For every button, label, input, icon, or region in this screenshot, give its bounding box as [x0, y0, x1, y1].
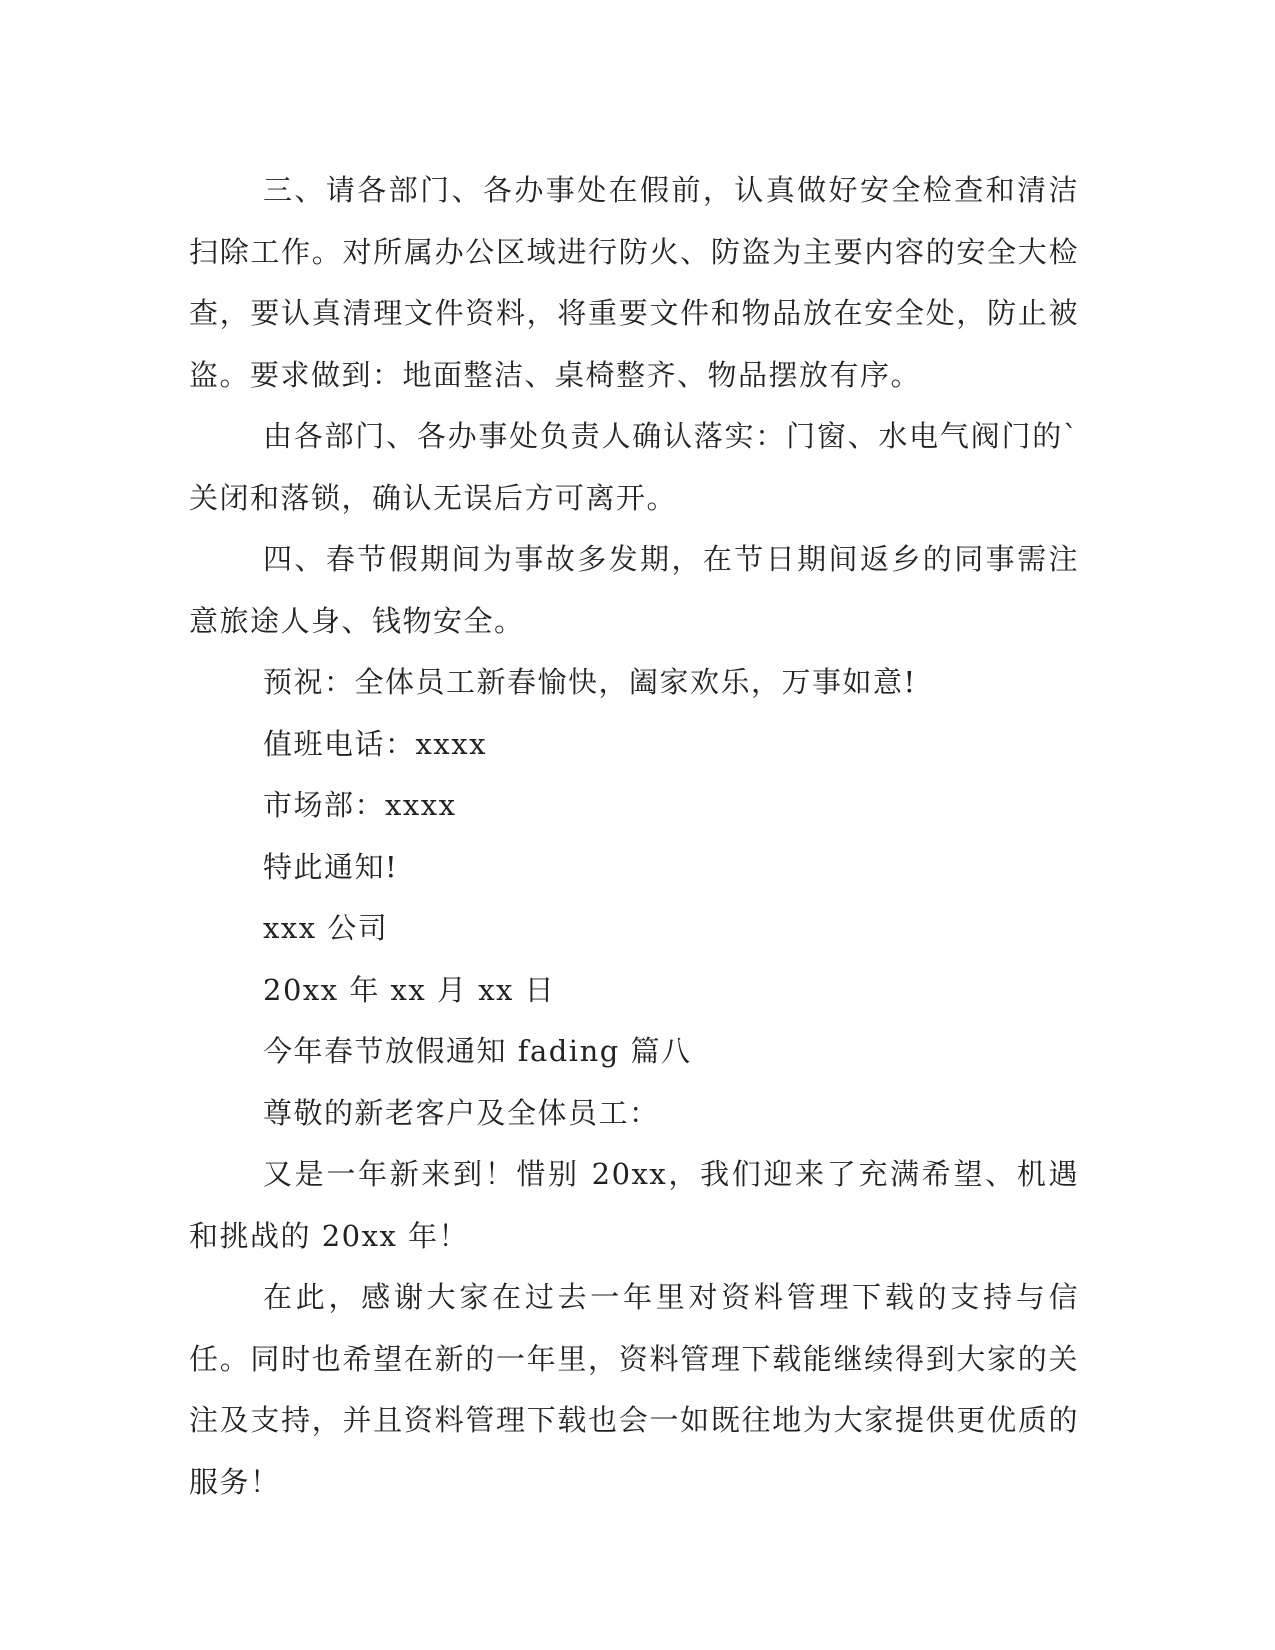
paragraph-thanks: 在此，感谢大家在过去一年里对资料管理下载的支持与信任。同时也希望在新的一年里，资料管理下载能继续得到大家的关注及支持，并且资料管理下载也会一如既往地为大家提供更优质的服务！ [189, 1280, 1079, 1499]
paragraph-lock-confirmation: 由各部门、各办事处负责人确认落实：门窗、水电气阀门的`关闭和落锁，确认无误后方可离开。 [189, 419, 1079, 515]
paragraph-notice-closing: 特此通知! [263, 849, 399, 884]
paragraph-duty-phone: 值班电话：xxxx [263, 726, 487, 761]
paragraph-company-name: xxx 公司 [263, 911, 389, 945]
paragraph-greeting: 预祝：全体员工新春愉快，阖家欢乐，万事如意! [263, 665, 917, 699]
document-body [189, 160, 1079, 1513]
section-title: 今年春节放假通知 fading 篇八 [263, 1034, 692, 1068]
paragraph-safety-check: 三、请各部门、各办事处在假前，认真做好安全检查和清洁扫除工作。对所属办公区域进行防火、防盗为主要内容的安全大检查，要认真清理文件资料，将重要文件和物品放在安全处，防止被盗。要求做到：地面整洁、桌椅整齐、物品摆放有序。 [189, 173, 1079, 392]
paragraph-travel-safety: 四、春节假期间为事故多发期，在节日期间返乡的同事需注意旅途人身、钱物安全。 [189, 542, 1079, 638]
paragraph-new-year: 又是一年新来到！惜别 20xx，我们迎来了充满希望、机遇和挑战的 20xx 年！ [189, 1157, 1079, 1253]
paragraph-salutation: 尊敬的新老客户及全体员工： [263, 1095, 660, 1130]
paragraph-date: 20xx 年 xx 月 xx 日 [263, 972, 556, 1007]
paragraph-marketing-dept: 市场部：xxxx [263, 788, 457, 822]
